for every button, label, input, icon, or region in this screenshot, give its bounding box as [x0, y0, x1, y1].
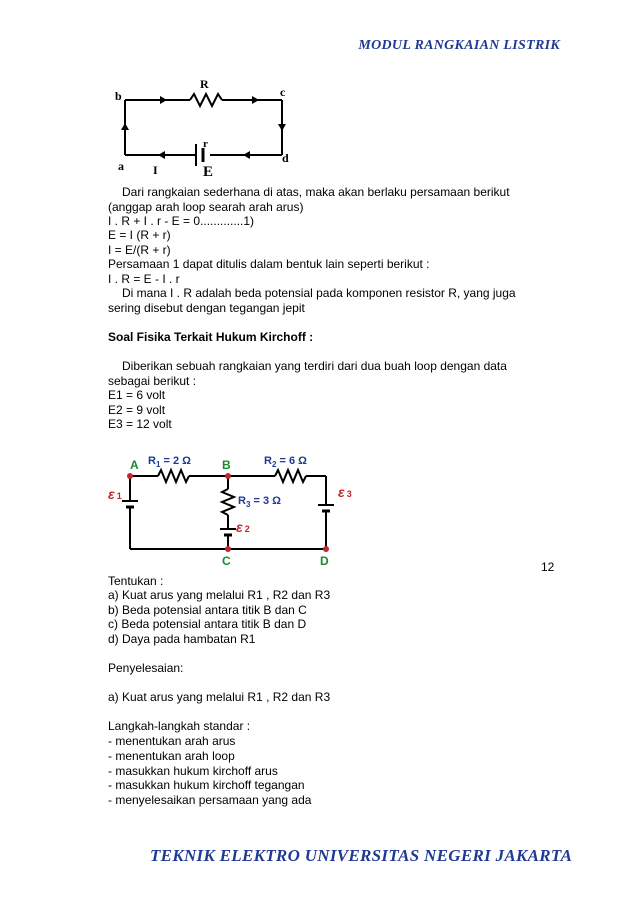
text-line: I . R + I . r - E = 0.............1)	[108, 214, 255, 228]
resistor-label-R3: $R_3 = 3$ Ω	[238, 495, 281, 509]
node-label-C: C	[222, 554, 231, 568]
text-line: d) Daya pada hambatan R1	[108, 632, 256, 646]
text-line: c) Beda potensial antara titik B dan D	[108, 617, 307, 631]
text-line: sebagai berikut :	[108, 374, 197, 388]
text-line: E1 = 6 volt	[108, 388, 166, 402]
node-label-d: d	[282, 151, 289, 165]
node-label-B: B	[222, 458, 231, 472]
simple-circuit-diagram	[110, 70, 310, 180]
section-heading: Soal Fisika Terkait Hukum Kirchoff :	[108, 330, 314, 344]
text-line: E = I (R + r)	[108, 228, 171, 242]
text-line: Langkah-langkah standar :	[108, 719, 251, 733]
emf-label-E: E	[203, 164, 214, 180]
text-line: Diberikan sebuah rangkaian yang terdiri dari dua buah loop dengan data	[122, 359, 507, 373]
text-line: Persamaan 1 dapat ditulis dalam bentuk lain seperti berikut :	[108, 257, 430, 271]
text-line: Tentukan :	[108, 574, 164, 588]
text-line: - masukkan hukum kirchoff arus	[108, 764, 278, 778]
text-line: sering disebut dengan tegangan jepit	[108, 301, 305, 315]
text-line: E2 = 9 volt	[108, 403, 166, 417]
resistor-label-R: R	[200, 77, 209, 91]
text-line: - menentukan arah loop	[108, 749, 235, 763]
emf-label-e2: ε 2	[236, 519, 250, 535]
two-loop-circuit-diagram	[108, 443, 368, 573]
node-label-b: b	[115, 89, 122, 103]
page-header: MODUL RANGKAIAN LISTRIK	[358, 38, 560, 53]
text-line: - menyelesaikan persamaan yang ada	[108, 793, 312, 807]
text-line: E3 = 12 volt	[108, 417, 172, 431]
text-line: Dari rangkaian sederhana di atas, maka akan berlaku persamaan berikut	[122, 185, 510, 199]
text-line: Penyelesaian:	[108, 661, 184, 675]
internal-resistance-label: r	[203, 138, 208, 150]
page-footer: TEKNIK ELEKTRO UNIVERSITAS NEGERI JAKARTA	[150, 846, 573, 865]
text-line: I = E/(R + r)	[108, 243, 171, 257]
text-line: b) Beda potensial antara titik B dan C	[108, 603, 307, 617]
text-line: - menentukan arah arus	[108, 734, 236, 748]
text-line: - masukkan hukum kirchoff tegangan	[108, 778, 305, 792]
resistor-label-R1: $R_1 = 2$ Ω	[148, 455, 191, 469]
text-line: a) Kuat arus yang melalui R1 , R2 dan R3	[108, 588, 331, 602]
node-label-D: D	[320, 554, 329, 568]
resistor-label-R2: $R_2 = 6$ Ω	[264, 455, 307, 469]
text-line: I . R = E - I . r	[108, 272, 180, 286]
page-number: 12	[541, 560, 555, 574]
text-line: a) Kuat arus yang melalui R1 , R2 dan R3	[108, 690, 331, 704]
node-label-c: c	[280, 85, 286, 99]
node-label-a: a	[118, 159, 124, 173]
text-line: (anggap arah loop searah arah arus)	[108, 200, 304, 214]
emf-label-e1: ε 1	[108, 486, 122, 502]
node-label-A: A	[130, 458, 139, 472]
current-label-I: I	[153, 163, 158, 177]
emf-label-e3: ε 3	[338, 484, 352, 500]
text-line: Di mana I . R adalah beda potensial pada komponen resistor R, yang juga	[122, 286, 516, 300]
